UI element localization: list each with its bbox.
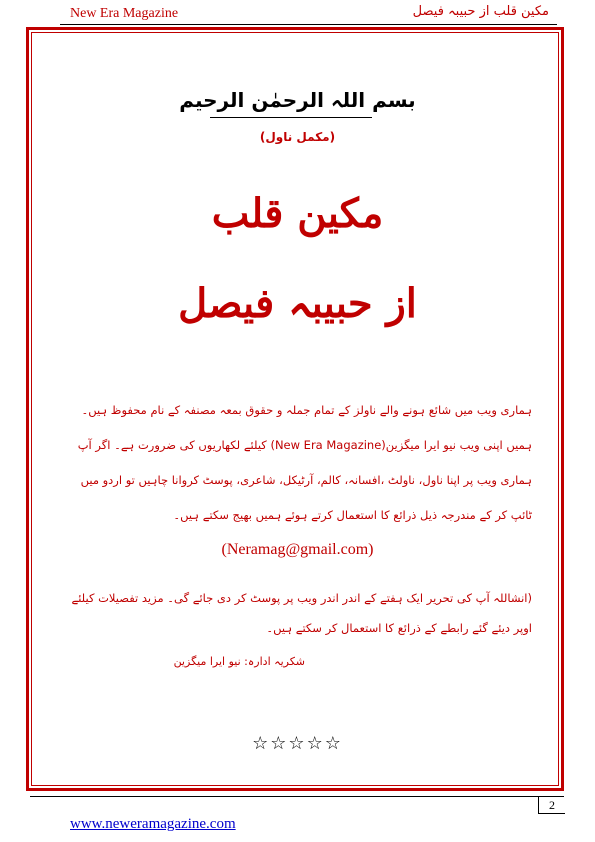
bismillah-underline	[210, 117, 372, 118]
website-link[interactable]: www.neweramagazine.com	[70, 816, 236, 832]
bismillah-heading: بسم اللہ الرحمٰن الرحیم	[179, 88, 416, 112]
header-magazine-name: New Era Magazine	[70, 6, 179, 21]
posting-info-paragraph: (انشاللہ آپ کی تحریر ایک ہفتے کے اندر اندر ویب پر پوسٹ کر دی جائے گی۔ مزید تفصیلات کیلئے اوپر دیئے گئے رابطے کے ذرائع کا استعمال کر سکتے ہیں۔	[71, 591, 532, 635]
footer-divider	[30, 796, 564, 797]
page-number: 2	[538, 797, 565, 814]
contact-email: (Neramag@gmail.com)	[221, 541, 374, 558]
thanks-signature: شکریہ ادارہ: نیو ایرا میگزین	[173, 655, 305, 668]
header-divider	[60, 24, 557, 25]
author-name: از حبیبہ فیصل	[178, 280, 417, 327]
novel-tag: (مکمل ناول)	[259, 130, 336, 144]
star-divider: ☆☆☆☆☆	[252, 733, 343, 754]
novel-title: مکین قلب	[211, 190, 384, 237]
header-book-title: مکین قلب از حبیبہ فیصل	[412, 4, 549, 19]
notice-paragraph: ہماری ویب میں شائع ہونے والے ناولز کے تمام جملہ و حقوق بمعہ مصنفہ کے نام محفوظ ہیں۔ ہمیں اپنی ویب نیو ایرا میگزین(New Era Magazine) کیلئے لکھاریوں کی ضرورت ہے۔ اگر آپ ہماری ویب پر اپنا ناول، ناولٹ ،افسانہ، کالم، آرٹیکل، شاعری، پوسٹ کروانا چاہیں تو اردو میں ٹائپ کر کے مندرجہ ذیل ذرائع کا استعمال کرتے ہوئے ہمیں بھیج سکتے ہیں۔	[77, 403, 532, 522]
